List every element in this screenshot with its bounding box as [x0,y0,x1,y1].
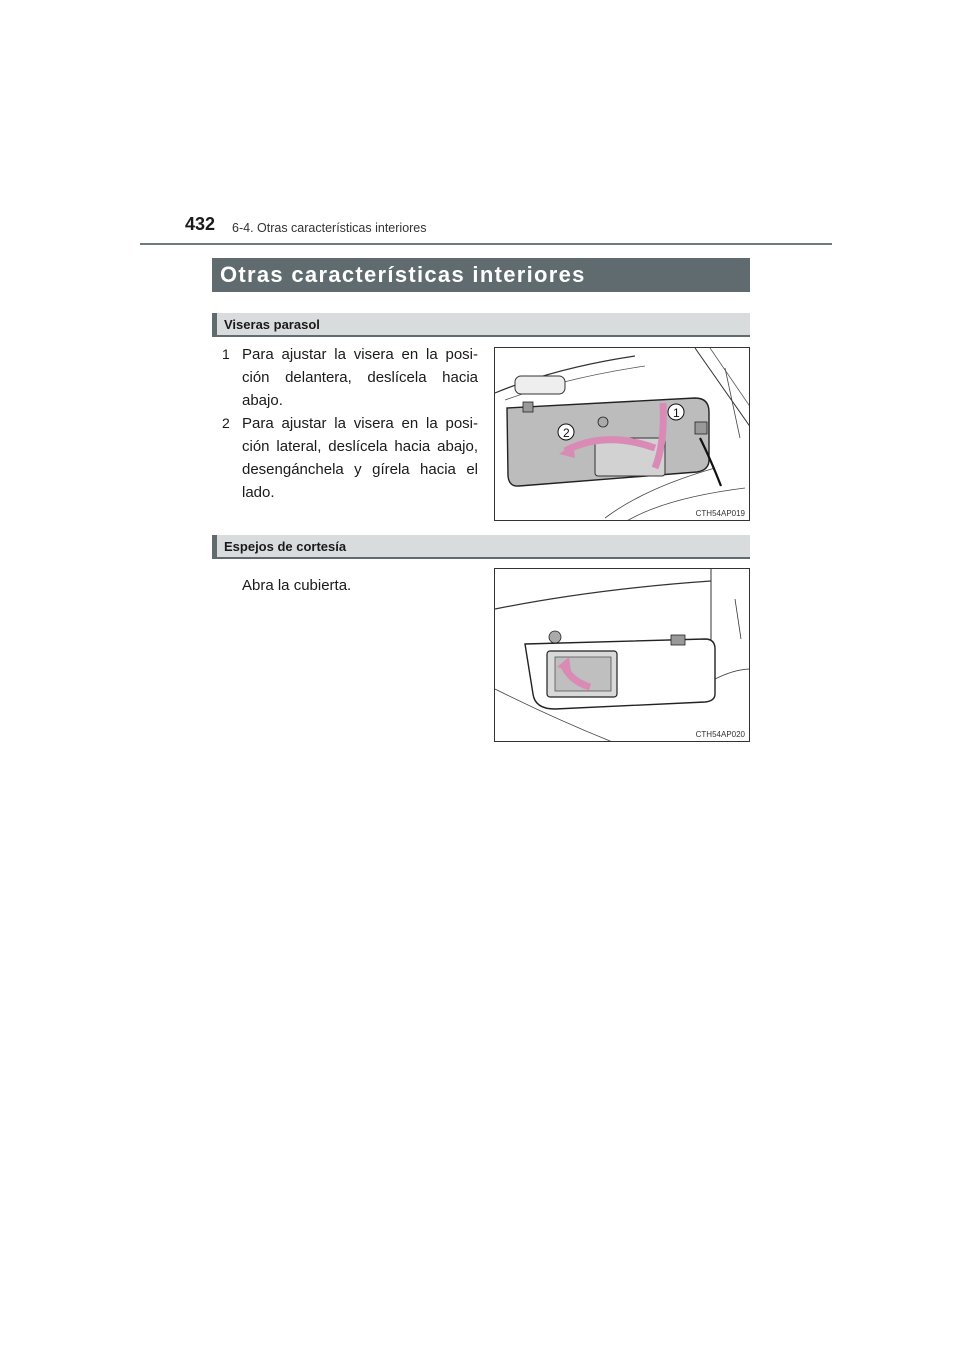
subsection-mirrors [212,535,750,559]
subsection-bar [212,535,217,557]
sun-visor-illustration [495,348,750,521]
vanity-mirror-illustration [495,569,750,742]
mirrors-instruction: Abra la cubierta. [242,577,352,594]
callout-1: 1 [673,406,680,420]
step-number: 1 [222,346,230,362]
subsection-visors [212,313,750,337]
page-number: 432 [185,214,216,234]
subsection-visors-title: Viseras parasol [224,317,320,332]
step-text: Para ajustar la visera en la posi-ción lateral, deslícela hacia abajo, desengánchela y gírela hacia el lado. [242,415,478,501]
figure-code: CTH54AP019 [695,509,745,518]
step-text: Para ajustar la visera en la posi-ción delantera, deslícela hacia abajo. [242,346,478,409]
figure-sun-visor [494,347,750,521]
step-number: 2 [222,415,230,431]
callout-2: 2 [563,426,570,440]
header-rule [140,243,832,245]
visor-step-2 [222,412,478,504]
section-title: Otras características interiores [212,258,750,292]
figure-vanity-mirror [494,568,750,742]
visor-step-1 [222,343,478,412]
running-head: 6-4. Otras características interiores [232,221,427,235]
figure-code: CTH54AP020 [695,730,745,739]
subsection-bar [212,313,217,335]
subsection-mirrors-title: Espejos de cortesía [224,539,347,554]
